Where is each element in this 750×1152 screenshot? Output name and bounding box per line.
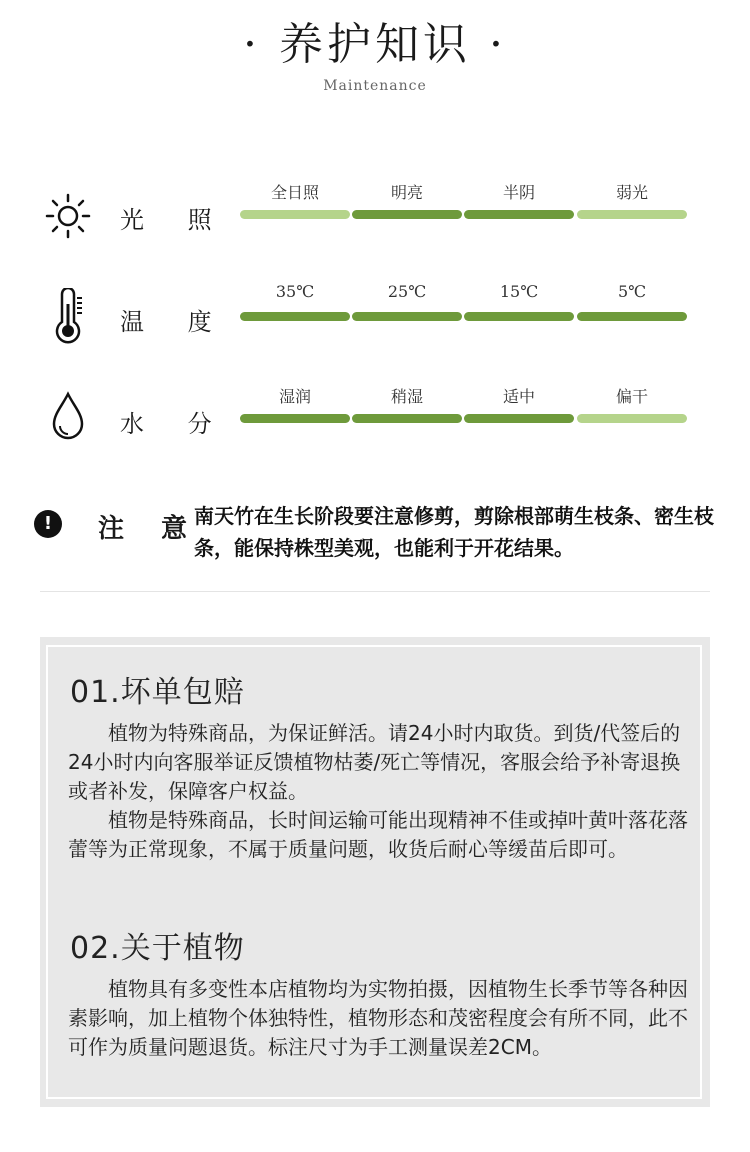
care-row-light (0, 180, 750, 270)
section1-paragraph-1: 植物为特殊商品，为保证鲜活。请24小时内取货。到货/代签后的24小时内向客服举证反馈植物枯萎/死亡等情况，客服会给予补寄退换或者补发，保障客户权益。 (68, 721, 681, 803)
level-bar (464, 210, 574, 219)
level-bar (352, 210, 462, 219)
level-bar (464, 312, 574, 321)
divider (40, 591, 710, 592)
sun-icon (44, 192, 92, 240)
level-bar (352, 312, 462, 321)
water-levels (240, 384, 690, 444)
level-text: 适中 (502, 387, 535, 406)
section1-paragraph-2: 植物是特殊商品，长时间运输可能出现精神不佳或掉叶黄叶落花落蕾等为正常现象，不属于质量问题，收货后耐心等缓苗后即可。 (68, 808, 688, 861)
level-text: 偏干 (615, 387, 648, 406)
level-bar (240, 414, 350, 423)
exclamation-icon: ! (34, 510, 62, 538)
care-label-water: 水 分 (120, 410, 230, 438)
level-text: 半阴 (502, 183, 535, 202)
level-text: 15℃ (499, 282, 539, 301)
level-text: 明亮 (390, 183, 423, 202)
level-bar (352, 414, 462, 423)
level-bar (240, 312, 350, 321)
level-text: 35℃ (275, 282, 315, 301)
level-bar (577, 414, 687, 423)
level-bar (577, 312, 687, 321)
level-text: 湿润 (278, 387, 311, 406)
level-bar (464, 414, 574, 423)
level-text: 25℃ (387, 282, 427, 301)
level-text: 5℃ (617, 282, 647, 301)
temperature-levels (240, 282, 690, 342)
care-label-light: 光 照 (120, 206, 230, 234)
light-levels (240, 180, 690, 240)
water-drop-icon (44, 388, 92, 436)
care-label-temperature: 温 度 (120, 308, 230, 336)
section-title-2: 02.关于植物 (70, 931, 245, 966)
policy-box (40, 637, 710, 1107)
level-text: 全日照 (270, 183, 319, 202)
level-text: 稍湿 (390, 387, 423, 406)
care-row-temperature (0, 282, 750, 372)
policy-box-inner (46, 645, 702, 1099)
level-bar (577, 210, 687, 219)
section-title-1: 01.坏单包赔 (70, 675, 245, 710)
thermometer-icon (44, 288, 92, 336)
page-subtitle: Maintenance (323, 78, 427, 94)
level-text: 弱光 (615, 183, 648, 202)
level-bar (240, 210, 350, 219)
note-label: 注 意 (98, 514, 202, 544)
page-title: · 养护知识 · (243, 19, 507, 70)
note-text: 南天竹在生长阶段要注意修剪，剪除根部萌生枝条、密生枝条，能保持株型美观，也能利于开花结果。 (194, 504, 714, 560)
care-row-water (0, 384, 750, 474)
section2-paragraph-1: 植物具有多变性本店植物均为实物拍摄，因植物生长季节等各种因素影响，加上植物个体独特性，植物形态和茂密程度会有所不同，此不可作为质量问题退货。标注尺寸为手工测量误差2CM。 (68, 977, 688, 1059)
